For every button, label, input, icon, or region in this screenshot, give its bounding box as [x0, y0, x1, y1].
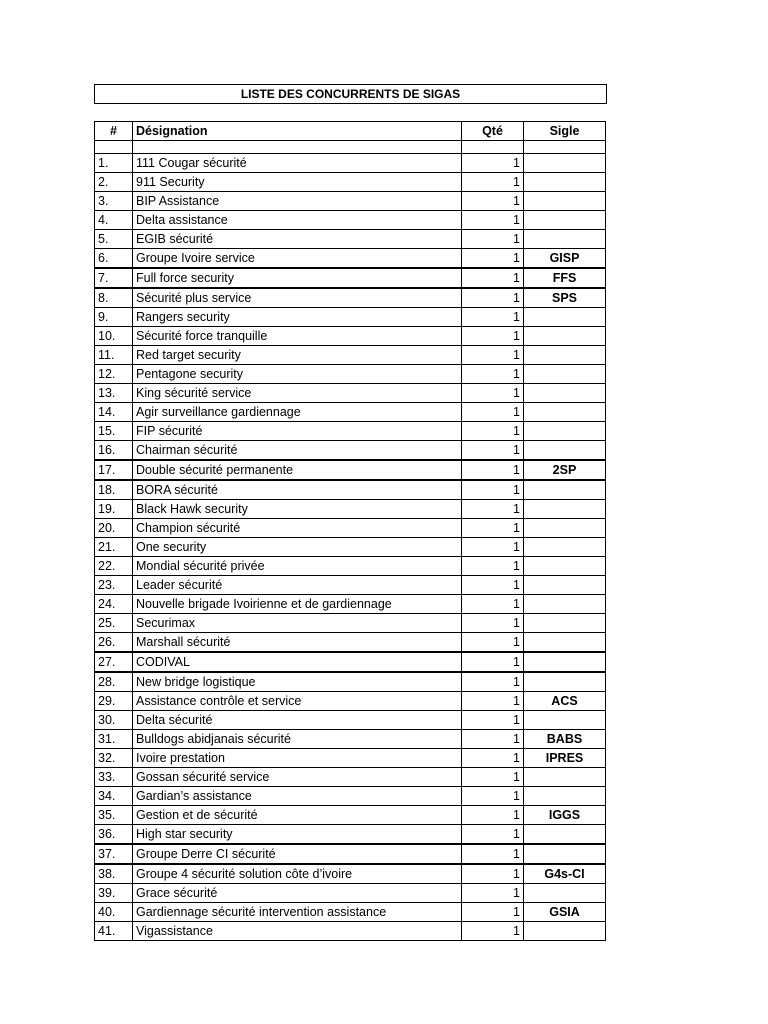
row-number: 20. — [95, 519, 133, 538]
table-row — [95, 903, 606, 922]
table-row — [95, 422, 606, 441]
row-quantity: 1 — [462, 384, 524, 403]
row-designation: Delta assistance — [133, 211, 462, 230]
row-sigle — [524, 633, 606, 653]
row-quantity: 1 — [462, 884, 524, 903]
row-designation: Vigassistance — [133, 922, 462, 941]
row-number: 12. — [95, 365, 133, 384]
row-sigle — [524, 422, 606, 441]
row-designation: King sécurité service — [133, 384, 462, 403]
row-number: 33. — [95, 768, 133, 787]
row-quantity: 1 — [462, 614, 524, 633]
row-designation: Champion sécurité — [133, 519, 462, 538]
row-quantity: 1 — [462, 749, 524, 768]
row-designation: Gardian’s assistance — [133, 787, 462, 806]
row-sigle — [524, 480, 606, 500]
row-designation: 911 Security — [133, 173, 462, 192]
row-quantity: 1 — [462, 672, 524, 692]
row-quantity: 1 — [462, 730, 524, 749]
row-designation: Groupe Ivoire service — [133, 249, 462, 269]
row-designation: Black Hawk security — [133, 500, 462, 519]
table-row — [95, 711, 606, 730]
row-sigle — [524, 652, 606, 672]
row-sigle — [524, 500, 606, 519]
row-quantity: 1 — [462, 346, 524, 365]
row-quantity: 1 — [462, 211, 524, 230]
row-designation: High star security — [133, 825, 462, 845]
table-row — [95, 730, 606, 749]
row-designation: Double sécurité permanente — [133, 460, 462, 480]
row-number: 14. — [95, 403, 133, 422]
row-quantity: 1 — [462, 365, 524, 384]
row-number: 2. — [95, 173, 133, 192]
row-number: 19. — [95, 500, 133, 519]
row-designation: Groupe 4 sécurité solution côte d’ivoire — [133, 864, 462, 884]
row-sigle — [524, 787, 606, 806]
table-row — [95, 441, 606, 461]
row-quantity: 1 — [462, 633, 524, 653]
row-designation: Sécurité plus service — [133, 288, 462, 308]
table-row — [95, 384, 606, 403]
row-number: 27. — [95, 652, 133, 672]
row-quantity: 1 — [462, 595, 524, 614]
row-designation: Grace sécurité — [133, 884, 462, 903]
row-sigle — [524, 884, 606, 903]
row-designation: New bridge logistique — [133, 672, 462, 692]
table-header-row — [95, 122, 606, 141]
header-designation: Désignation — [133, 122, 462, 141]
table-row — [95, 538, 606, 557]
table-row — [95, 346, 606, 365]
row-sigle: GSIA — [524, 903, 606, 922]
row-designation: Groupe Derre CI sécurité — [133, 844, 462, 864]
row-sigle — [524, 768, 606, 787]
table-row — [95, 692, 606, 711]
row-quantity: 1 — [462, 557, 524, 576]
row-designation: FIP sécurité — [133, 422, 462, 441]
row-designation: Marshall sécurité — [133, 633, 462, 653]
row-designation: One security — [133, 538, 462, 557]
row-number: 13. — [95, 384, 133, 403]
table-row — [95, 211, 606, 230]
row-quantity: 1 — [462, 230, 524, 249]
row-number: 35. — [95, 806, 133, 825]
row-number: 15. — [95, 422, 133, 441]
row-number: 26. — [95, 633, 133, 653]
header-number: # — [95, 122, 133, 141]
header-quantity: Qté — [462, 122, 524, 141]
row-sigle: 2SP — [524, 460, 606, 480]
row-designation: Agir surveillance gardiennage — [133, 403, 462, 422]
table-row — [95, 268, 606, 288]
table-row — [95, 672, 606, 692]
row-sigle — [524, 844, 606, 864]
row-quantity: 1 — [462, 519, 524, 538]
row-quantity: 1 — [462, 500, 524, 519]
row-quantity: 1 — [462, 460, 524, 480]
row-sigle — [524, 230, 606, 249]
table-row — [95, 595, 606, 614]
row-sigle — [524, 154, 606, 173]
table-row — [95, 500, 606, 519]
table-row — [95, 365, 606, 384]
table-row — [95, 308, 606, 327]
row-sigle: ACS — [524, 692, 606, 711]
row-number: 5. — [95, 230, 133, 249]
table-row — [95, 460, 606, 480]
row-sigle — [524, 365, 606, 384]
row-number: 8. — [95, 288, 133, 308]
table-row — [95, 327, 606, 346]
row-number: 36. — [95, 825, 133, 845]
table-row — [95, 787, 606, 806]
row-quantity: 1 — [462, 844, 524, 864]
table-row — [95, 288, 606, 308]
row-designation: Leader sécurité — [133, 576, 462, 595]
table-row — [95, 557, 606, 576]
table-row — [95, 633, 606, 653]
row-number: 32. — [95, 749, 133, 768]
row-designation: Assistance contrôle et service — [133, 692, 462, 711]
row-number: 29. — [95, 692, 133, 711]
row-sigle — [524, 557, 606, 576]
table-row — [95, 192, 606, 211]
row-designation: BIP Assistance — [133, 192, 462, 211]
row-sigle — [524, 825, 606, 845]
table-row — [95, 154, 606, 173]
row-quantity: 1 — [462, 308, 524, 327]
row-designation: Red target security — [133, 346, 462, 365]
row-number: 1. — [95, 154, 133, 173]
row-number: 39. — [95, 884, 133, 903]
row-number: 28. — [95, 672, 133, 692]
row-designation: Delta sécurité — [133, 711, 462, 730]
row-sigle — [524, 346, 606, 365]
row-sigle — [524, 211, 606, 230]
row-designation: EGIB sécurité — [133, 230, 462, 249]
table-row — [95, 614, 606, 633]
row-number: 4. — [95, 211, 133, 230]
row-number: 6. — [95, 249, 133, 269]
row-quantity: 1 — [462, 787, 524, 806]
row-number: 40. — [95, 903, 133, 922]
row-number: 37. — [95, 844, 133, 864]
row-number: 30. — [95, 711, 133, 730]
row-quantity: 1 — [462, 288, 524, 308]
table-row — [95, 864, 606, 884]
row-designation: Securimax — [133, 614, 462, 633]
table-row — [95, 249, 606, 269]
row-sigle: SPS — [524, 288, 606, 308]
table-row — [95, 652, 606, 672]
row-quantity: 1 — [462, 903, 524, 922]
row-number: 18. — [95, 480, 133, 500]
table-row — [95, 576, 606, 595]
row-designation: Full force security — [133, 268, 462, 288]
row-quantity: 1 — [462, 652, 524, 672]
table-spacer-row — [95, 141, 606, 154]
row-quantity: 1 — [462, 154, 524, 173]
row-quantity: 1 — [462, 806, 524, 825]
row-sigle: IGGS — [524, 806, 606, 825]
row-number: 23. — [95, 576, 133, 595]
table-row — [95, 749, 606, 768]
row-number: 10. — [95, 327, 133, 346]
row-quantity: 1 — [462, 480, 524, 500]
table-row — [95, 403, 606, 422]
row-designation: 111 Cougar sécurité — [133, 154, 462, 173]
row-quantity: 1 — [462, 576, 524, 595]
header-sigle: Sigle — [524, 122, 606, 141]
row-sigle — [524, 519, 606, 538]
row-quantity: 1 — [462, 692, 524, 711]
row-sigle: GISP — [524, 249, 606, 269]
row-number: 11. — [95, 346, 133, 365]
row-sigle — [524, 192, 606, 211]
row-number: 34. — [95, 787, 133, 806]
row-sigle — [524, 384, 606, 403]
row-designation: Gossan sécurité service — [133, 768, 462, 787]
row-number: 3. — [95, 192, 133, 211]
table-row — [95, 922, 606, 941]
row-designation: Sécurité force tranquille — [133, 327, 462, 346]
row-sigle — [524, 441, 606, 461]
row-quantity: 1 — [462, 173, 524, 192]
row-designation: CODIVAL — [133, 652, 462, 672]
competitors-table — [94, 121, 606, 941]
row-sigle: G4s-CI — [524, 864, 606, 884]
row-sigle: BABS — [524, 730, 606, 749]
row-quantity: 1 — [462, 825, 524, 845]
row-number: 25. — [95, 614, 133, 633]
table-row — [95, 230, 606, 249]
table-row — [95, 480, 606, 500]
row-sigle — [524, 614, 606, 633]
row-designation: Chairman sécurité — [133, 441, 462, 461]
row-designation: BORA sécurité — [133, 480, 462, 500]
table-row — [95, 806, 606, 825]
table-row — [95, 768, 606, 787]
table-row — [95, 825, 606, 845]
row-sigle — [524, 327, 606, 346]
row-designation: Pentagone security — [133, 365, 462, 384]
row-sigle — [524, 308, 606, 327]
row-quantity: 1 — [462, 249, 524, 269]
row-quantity: 1 — [462, 441, 524, 461]
row-number: 41. — [95, 922, 133, 941]
row-designation: Ivoire prestation — [133, 749, 462, 768]
row-sigle — [524, 595, 606, 614]
row-sigle — [524, 922, 606, 941]
row-quantity: 1 — [462, 192, 524, 211]
row-designation: Mondial sécurité privée — [133, 557, 462, 576]
row-quantity: 1 — [462, 422, 524, 441]
row-number: 9. — [95, 308, 133, 327]
row-quantity: 1 — [462, 711, 524, 730]
row-number: 38. — [95, 864, 133, 884]
row-number: 24. — [95, 595, 133, 614]
row-sigle — [524, 403, 606, 422]
row-number: 16. — [95, 441, 133, 461]
table-row — [95, 519, 606, 538]
row-designation: Gardiennage sécurité intervention assistance — [133, 903, 462, 922]
table-row — [95, 173, 606, 192]
row-designation: Nouvelle brigade Ivoirienne et de gardiennage — [133, 595, 462, 614]
row-quantity: 1 — [462, 327, 524, 346]
row-sigle — [524, 538, 606, 557]
row-sigle — [524, 672, 606, 692]
row-number: 21. — [95, 538, 133, 557]
row-sigle — [524, 576, 606, 595]
row-sigle: FFS — [524, 268, 606, 288]
document-title: LISTE DES CONCURRENTS DE SIGAS — [94, 84, 607, 104]
row-designation: Rangers security — [133, 308, 462, 327]
row-number: 17. — [95, 460, 133, 480]
row-sigle: IPRES — [524, 749, 606, 768]
row-designation: Gestion et de sécurité — [133, 806, 462, 825]
row-number: 31. — [95, 730, 133, 749]
row-number: 7. — [95, 268, 133, 288]
row-sigle — [524, 711, 606, 730]
row-quantity: 1 — [462, 922, 524, 941]
row-number: 22. — [95, 557, 133, 576]
row-quantity: 1 — [462, 538, 524, 557]
row-designation: Bulldogs abidjanais sécurité — [133, 730, 462, 749]
row-quantity: 1 — [462, 403, 524, 422]
row-sigle — [524, 173, 606, 192]
row-quantity: 1 — [462, 768, 524, 787]
row-quantity: 1 — [462, 864, 524, 884]
table-row — [95, 884, 606, 903]
table-row — [95, 844, 606, 864]
row-quantity: 1 — [462, 268, 524, 288]
